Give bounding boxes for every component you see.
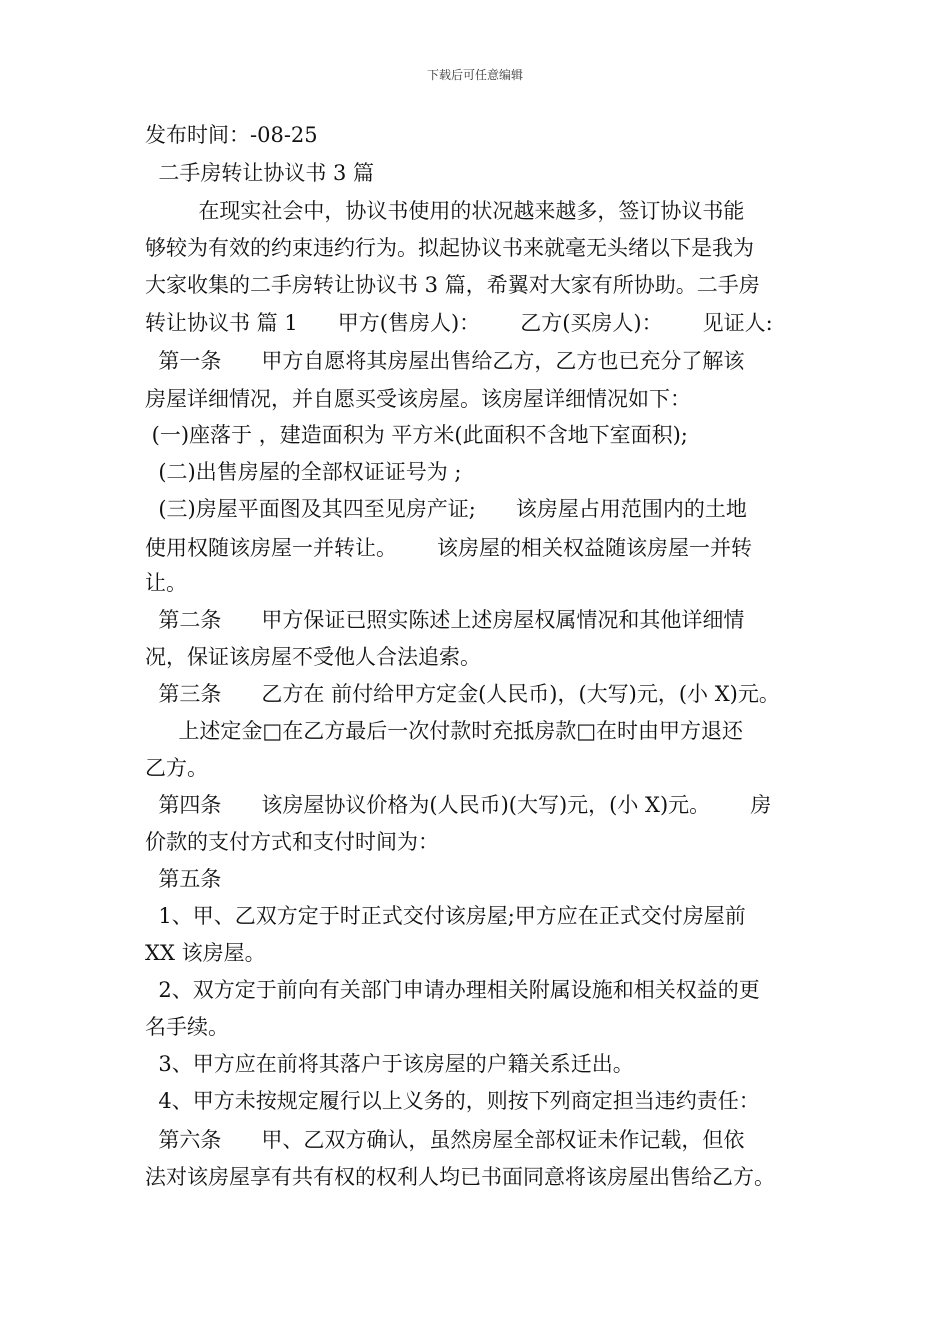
body-line: 乙方。 xyxy=(145,756,208,780)
body-line: 房屋详细情况，并自愿买受该房屋。该房屋详细情况如下： xyxy=(145,387,691,411)
body-line: 4、甲方未按规定履行以上义务的，则按下列商定担当违约责任： xyxy=(145,1089,760,1113)
body-line: (三)房屋平面图及其四至见房产证; 该房屋占用范围内的土地 xyxy=(145,497,747,521)
body-line: XX 该房屋。 xyxy=(145,941,266,965)
clause-2-line: 第二条 甲方保证已照实陈述上述房屋权属情况和其他详细情 xyxy=(145,608,745,632)
clause-3-line: 第三条 乙方在 前付给甲方定金(人民币)，(大写)元，(小 X)元。 xyxy=(145,682,780,706)
clause-4-line: 第四条 该房屋协议价格为(人民币)(大写)元，(小 X)元。 房 xyxy=(145,793,772,817)
body-line: (一)座落于 ，建造面积为 平方米(此面积不含地下室面积); xyxy=(145,423,688,447)
body-line: 转让协议书 篇 1 甲方(售房人)： 乙方(买房人)： 见证人: xyxy=(145,311,773,335)
body-line: 1、甲、乙双方定于时正式交付该房屋;甲方应在正式交付房屋前 xyxy=(145,904,746,928)
body-line: 法对该房屋享有共有权的权利人均已书面同意将该房屋出售给乙方。 xyxy=(145,1165,775,1189)
document-title: 二手房转让协议书 3 篇 xyxy=(145,161,375,185)
page-header-note: 下载后可任意编辑 xyxy=(426,68,523,82)
body-line: 况，保证该房屋不受他人合法追索。 xyxy=(145,645,481,669)
body-line: 名手续。 xyxy=(145,1015,229,1039)
body-line: 2、双方定于前向有关部门申请办理相关附属设施和相关权益的更 xyxy=(145,978,760,1002)
body-line: 上述定金□在乙方最后一次付款时充抵房款□在时由甲方退还 xyxy=(145,719,744,743)
clause-5-line: 第五条 xyxy=(145,867,222,891)
body-line: 大家收集的二手房转让协议书 3 篇，希翼对大家有所协助。二手房 xyxy=(145,273,760,297)
body-line: 让。 xyxy=(145,571,187,595)
clause-6-line: 第六条 甲、乙双方确认，虽然房屋全部权证未作记载，但依 xyxy=(145,1128,745,1152)
body-line: 3、甲方应在前将其落户于该房屋的户籍关系迁出。 xyxy=(145,1052,634,1076)
clause-1-line: 第一条 甲方自愿将其房屋出售给乙方，乙方也已充分了解该 xyxy=(145,349,745,373)
body-line: 使用权随该房屋一并转让。 该房屋的相关权益随该房屋一并转 xyxy=(145,536,753,560)
publish-date-line: 发布时间：-08-25 xyxy=(145,123,318,147)
body-line: 价款的支付方式和支付时间为： xyxy=(145,830,439,854)
body-line: (二)出售房屋的全部权证证号为 ; xyxy=(145,460,462,484)
body-line: 够较为有效的约束违约行为。拟起协议书来就毫无头绪以下是我为 xyxy=(145,236,754,260)
body-line: 在现实社会中，协议书使用的状况越来越多，签订协议书能 xyxy=(145,199,745,223)
